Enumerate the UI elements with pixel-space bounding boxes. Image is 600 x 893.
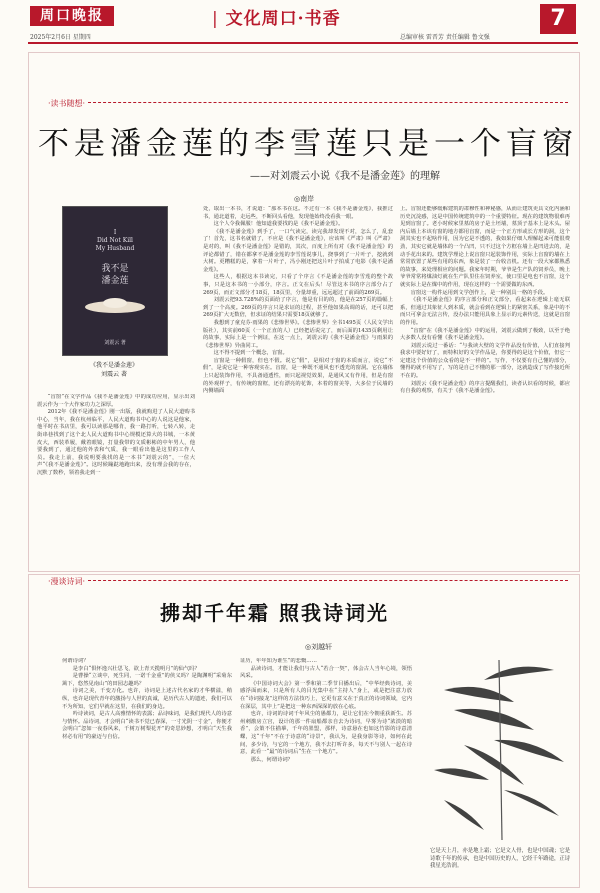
book-cover-image xyxy=(62,206,168,356)
article1-column-3 xyxy=(400,206,570,564)
header-rule xyxy=(28,42,578,44)
paragraph: 诗词之美，千变万化。也许，诗词是上述古代名家的才华横溢，稍纵，也许是现代青年的激扬与人世的真诚，是历代古人的遗迹，我们可以不为所知，它们早就在这里，在我们的身边。 xyxy=(62,688,232,710)
article1-column-2 xyxy=(203,206,393,564)
book-caption: 《我不是潘金莲》 xyxy=(89,362,138,369)
paragraph: 我想到了童克芬·雨果的《悲惨世界》。《悲惨世界》全书1495页（人民文学出版社），其实前60页（一个正直的人）已经把话说完了，而后面的1435页剩用让的故事，实际上是一个例证，在这一点上，刘震云的《我不是潘金莲》与雨果的《悲惨世界》异曲同工。 xyxy=(203,319,393,349)
paragraph: 这个人令我佩服！他知道我要找的是《我不是潘金莲》。 xyxy=(213,221,344,228)
paragraph: 盲窗是一种假窗，但也不假。说它“假”，是相对于窗的本质而言，说它“不假”，是说它是一种客观实在。盲窗，是一种既不通风也不透光的窗洞。它在墙体上只起装饰作用，不具备通透性，而只起视觉效果，是通风又有作用，但是有窗的外观样子，有传统的窗框，还有漂亮的花饰，本着的窗美等，大多位于民墙的内侧墙面 xyxy=(203,357,393,395)
divider xyxy=(88,580,568,581)
paragraph: 盲窗这一构件运用到文学创作上，是一种别具一格的手段。 xyxy=(410,289,549,296)
bamboo-ink-painting xyxy=(424,650,574,845)
paragraph: 品读诗词，才能让我们与古人“若合一契”，体会古人当年心境，领悟风采。 xyxy=(240,665,412,680)
cover-cn-title: 我不是 xyxy=(101,264,129,274)
divider xyxy=(88,102,568,103)
article2-column-2 xyxy=(240,658,412,883)
article2-column-1 xyxy=(62,658,232,883)
article2-title: 拂却千年霜 照我诗词光 xyxy=(160,601,389,625)
book-caption-author: 刘震云 著 xyxy=(101,371,127,378)
paragraph: 证历，年年知为谁生”的悲慨…… xyxy=(240,658,317,664)
article1-column-tag: ·读书随想· xyxy=(48,99,86,108)
paragraph: 刘震云说过一番话：“与我读大壁的文学作品没有价值，人们直接判我求中要好好了，而特积好的文学作品是，你要得的是这个价值，但它一定建这个价值的公众看的是不一样的”。写作，不仅要有自己懂的部分，懂得的就不用写了，写的是自己不懂的那一部分，这就造成了写作接近所不在的。 xyxy=(400,342,570,380)
masthead-logo: 周口晚报 xyxy=(30,6,114,26)
paragraph: 《我不是潘金莲》的序言部分和正文部分，看起来在逻辑上毫无联系，但通过其象征人到本质，就会看到在逻辑上的紧密关系，象是中的不而只可拿会无法言传，没办法只能用具象上显示的元素传送，这就是盲窗的作用。 xyxy=(400,297,570,326)
article1-author: ◎南岸 xyxy=(294,195,315,203)
poem-note: 它是天上月，亦是地上霜；它是文人骨，也是中国魂；它是诗歌千年的传承，也是中国历史的人，它经千年路途，正诗我星光浩润。 xyxy=(430,848,571,870)
cover-en-title: Did Not Kill xyxy=(97,237,133,244)
cover-en-title: I xyxy=(113,229,117,236)
cover-author: 刘震云 著 xyxy=(104,340,126,346)
paragraph: 那么，何谓诗词？ xyxy=(250,756,293,763)
paragraph: 这些人，根据这本书读完，只看了个序言《不是潘金莲的李雪莲的整个故事，只是这本书的一小部分，序言。正文在后头！尽管这本书的序言部分占了269页，而正文部分才18页，18页里，分量却重，远远超过了前面的269页。 xyxy=(203,274,393,296)
paragraph: 也许，诗词的诗词千年风尘的愚都力，是让它们在今朝重获新生。苏州刺激房立宫，设计的那一件扇船都亲自去为诗词，早雾为诗“浓淡的暗香”，会策不住描摹，千年的墨盟，那样，诗意悬在也如这竹影的诗意清蝶，这“千年”不在于诗意的“诗景”，我认为，是我身影等诗，如何在此间，多少诗，与它的一个地方，我不去打听许多，每天不与别人一起在诗意，此看一“最”的诗词后“生在一个地方”。 xyxy=(240,711,412,756)
article2-author: ◎刘越轩 xyxy=(305,643,333,651)
article1-subtitle: ——对刘震云小说《我不是潘金莲》的理解 xyxy=(250,171,440,182)
paragraph: 是曹操“立谈中，死生同，一诺千金重”的侠义吗？是陶渊明“采菊东篱下，悠然见南山”的田园志趣吗？ xyxy=(62,673,232,687)
paragraph: “盲窗”在文学作品《我不是潘金莲》中的成功应用，显示出刘震云作为一个大作家功力之深厚。 xyxy=(37,394,195,408)
paragraph: 《我不是潘金莲》到手了，一口气读完，读完我却发现不对，怎么了，乱套了！首先，这书名就错了，不应是《我不是潘金莲》，应该叫《严肃》叫《严肃》是对的，叫《我不是潘金莲》是错的，其次，百度上所有对《我不是潘金莲》的评论都错了，错在都拿不是潘金莲的李雪莲说事儿，挠事到了一片叶子，挖就到大树。更糟糕的是，拿着一片叶子，冯小刚还把这片叶子拍成了电影《我不是潘金莲》。 xyxy=(203,228,393,273)
article1-title: 不是潘金莲的李雪莲只是一个盲窗 xyxy=(38,126,578,162)
paragraph: 是李白“俱怀逸兴壮思飞，欲上青天揽明月”的仙气吗？ xyxy=(72,665,200,672)
dateline: 2025年2月6日 星期四 xyxy=(30,34,91,41)
paragraph: 吟诗读词，是古人高雅情怀的表露；品诗味词，是我们现代人的诗意与情怀。品诗词，才会明白“读书不觉已春深，一寸光阴一寸金”，你便才会明白“忽如一夜春风来，千树万树梨花开”的奇思妙想，才明白“天生我材必有用”的豪迈与自信。 xyxy=(62,711,232,740)
paragraph: 何谓诗词？ xyxy=(62,658,89,664)
hat-icon xyxy=(83,295,147,315)
editor-credits: 总编审核 雷晋芳 责任编辑 鲁文强 xyxy=(400,34,490,41)
paragraph: 刘震云《我不是潘金莲》的序言提醒我们，读者认识看的时候，都应有自我的观察，有关于《我不是潘金莲》。 xyxy=(400,380,570,395)
cover-en-title: My Husband xyxy=(95,245,135,252)
paragraph: 刘震云把93.728%的页面给了序言，他是有目的的，他是在257页的篇幅上到了一个高度。269页的序言只是求证的过程，甚至他如果高调的话，还可以把269页扩大无数倍，但求证的结果只需要18页就够了。 xyxy=(203,297,393,319)
cover-cn-title: 潘金莲 xyxy=(101,276,129,286)
paragraph: 2012年《我不是潘金莲》刚一出版，我就购进了人民大道购书中心，当年，我在杭州临平，人民大道购书中心的人说这是他家，他平时在书店里，我可以读那是哪肯，我一路打听，七转八转，走街串巷找到了这个北人民大道购书中心规模还算大的书城，一本黄皮大，西装革履，戴着眼镜，打量我带的文质彬彬的中年男人，他要我到了，通过他的外表和气质，我一眼看出他是这里的工作人员。我走上前，我说明要我找的是一本书“刘震云的”，一位大声“《我不是潘金莲》”。这时候蹦跶地跑出来，没有理会我的存在，沉默了数秒，领着我走到一 xyxy=(37,409,195,476)
article1-column-1 xyxy=(37,394,195,564)
page-number: 7 xyxy=(540,4,576,34)
section-title: | 文化周口·书香 xyxy=(212,9,341,29)
paragraph: 处，取出一本书，才说道：“那本书在这。不过有一本《我不是潘金莲》，我推过书，通北道着，走远些，不断回头看他，发现他始终没看我一眼。 xyxy=(203,206,393,220)
article2-column-tag: ·漫谈诗词· xyxy=(48,577,86,586)
paragraph: 这不得不提到一个概念，盲窗。 xyxy=(213,350,288,357)
paragraph: 上。盲窗还能够缓解建筑的肃穆性和神秘感，从而让建筑更具文化内涵和历史沉淀感，这是中国传统建筑中的一个重要特征。现在的建筑物很难再见到盲窗了。老小时候家里墓的房子是土坯墙，墓顶子基本上是木头。屋内后墙上本该有窗的地方都用盲窗，而是一个正方形或长方形的洞，这个洞其实也不起啥作用，因为它是不透的，我如果仔细人理解起来可能很费劲，其实它就是墙体的一个凸凹，只不过这个方框在墙上是凹进去的，是动手花出来的。建筑学理论上说盲窗只起装饰作用，实际上盲窗的墙在上常常放置了某些有用的东西，象是装了一台收音机。还有一段大家都熟悉的故事，来处理相应的问题。我家年时期，爷爷是生产队的饲养员，晚上爷爷常常将煤油灯就在生产队里住在饲养室，使口里是电也不盲窗，这个就实际上是在煤中的作用，现在这样的一个需要做的东西。 xyxy=(400,206,570,288)
paragraph: “盲窗”在《我不是潘金莲》中的运用，刘震云做到了极致，以至于绝大多数人没有看懂《我不是潘金莲》。 xyxy=(400,327,570,342)
paragraph: 《中国诗词大会》第一季和第二季节目播出后，“中华经典诗词，美感浮面而来，只是所有人的目光集中在“主持人”身上，或是把注意力放在“诗词接龙”这样的方法技巧上，它更有意义在于真正的诗词领域，它内在深层，其中上”是把这一种东西深深的放在心底。 xyxy=(240,680,412,710)
